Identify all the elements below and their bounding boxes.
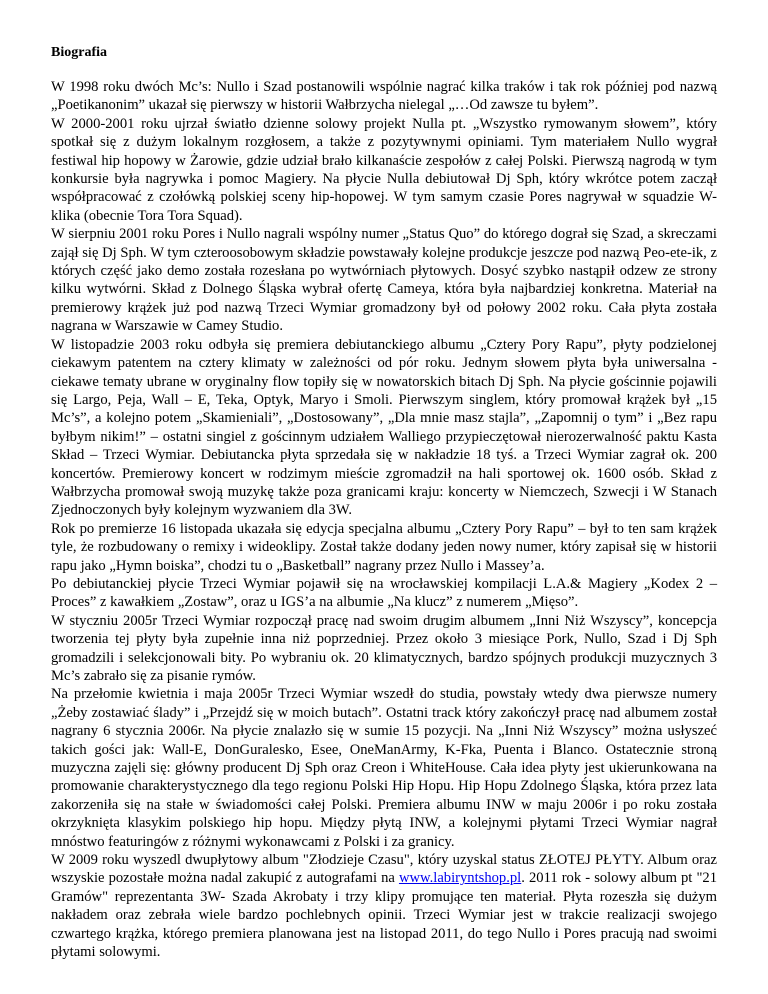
paragraph-4: W listopadzie 2003 roku odbyła się premiera debiutanckiego albumu „Cztery Pory Rapu”, płyty podzielonej ciekawym patentem na cztery klimaty w zależności od pór roku. Jednym słowem płyta była uniwersalna - ciekawe tematy ubrane w oryginalny flow topiły się w nowatorskich bitach Dj Sph. Na płycie gościnnie pojawili się Largo, Peja, Wall – E, Teka, Optyk, Maryo i Smoli. Pierwszym singlem, który promował krążek był „15 Mc’s”, a kolejno potem „Skamieniali”, „Dostosowany”, „Dla mnie masz stajla”, „Zapomnij o tym” i „Bez rapu byłbym nikim!” – ostatni singiel z gościnnym udziałem Walliego przypieczętował nierozerwalność paktu Kasta Skład – Trzeci Wymiar. Debiutancka płyta sprzedała się w nakładzie 18 tyś. a Trzeci Wymiar zagrał ok. 200 koncertów. Premierowy koncert w rodzimym mieście zgromadził na hali sportowej ok. 1600 osób. Skład z Wałbrzycha promował swoją muzykę także poza granicami kraju: koncerty w Niemczech, Szwecji i W Stanach Zjednoczonych były kolejnym wyzwaniem dla 3W. [51, 336, 717, 519]
paragraph-5: Rok po premierze 16 listopada ukazała się edycja specjalna albumu „Cztery Pory Rapu” – był to ten sam krążek tyle, że rozbudowany o remixy i wideoklipy. Został także dodany jeden nowy numer, który zapisał się w historii rapu jako „Hymn boiska”, chodzi tu o „Basketball” nagrany przez Nullo i Massey’a. [51, 520, 717, 574]
biography-text [51, 78, 717, 962]
paragraph-8: Na przełomie kwietnia i maja 2005r Trzeci Wymiar wszedł do studia, powstały wtedy dwa pierwsze numery „Żeby zostawiać ślady” i „Przejdź się w moich butach”. Ostatni track który zakończył pracę nad albumem został nagrany 6 stycznia 2006r. Na płycie znalazło się w sumie 15 pozycji. Na „Inni Niż Wszyscy” można usłyszeć takich gości jak: Wall-E, DonGuralesko, Esee, OneManArmy, K-Fka, Puenta i Blanco. Ostatecznie stroną muzyczna zajęli się: główny producent Dj Sph oraz Creon i WhiteHouse. Cała idea płyty jest ukierunkowana na promowanie charakterystycznego dla tego regionu Polski Hip Hopu. Hip Hopu Zdolnego Śląska, która przez lata zakorzeniła się na stałe w świadomości całej Polski. Premiera albumu INW w maju 2006r i po roku została okrzyknięta klasykim polskiego hip hopu. Między płytą INW, a kolejnymi płytami Trzeci Wymiar nagrał mnóstwo featuringów z różnymi wykonawcami z Polski i za granicy. [51, 686, 717, 850]
document-page [51, 44, 717, 962]
document-title: Biografia [51, 45, 107, 60]
paragraph-9 [51, 851, 717, 961]
paragraph-2: W 2000-2001 roku ujrzał światło dzienne solowy projekt Nulla pt. „Wszystko rymowanym słowem”, który spotkał się z dużym lokalnym rozgłosem, a także z pozytywnymi opiniami. Tym materiałem Nullo wygrał festiwal hip hopowy w Żarowie, gdzie udział brało kilkanaście zespołów z całej Polski. Pierwszą nagrodą w tym konkursie była nagrywka i pomoc Magiery. Na płycie Nulla debiutował Dj Sph, który wkrótce potem zaczął współpracować z czołówką polskiej sceny hip-hopowej. W tym samym czasie Pores nagrywał w squadzie W-klika (obecnie Tora Tora Squad). [51, 115, 717, 224]
paragraph-9-rest: . 2011 rok - solowy album pt "21 Gramów" reprezentanta 3W- Szada Akrobaty i trzy klipy promujące ten materiał. Płyta rozeszła się dużym nakładem oraz zebrała wiele bardzo pochlebnych opinii. Trzeci Wymiar jest w trakcie realizacji swojego czwartego krążka, którego premiera planowana jest na listopad 2011, do tego Nullo i Pores pracują nad swoimi płytami solowymi. [51, 870, 717, 961]
paragraph-1: W 1998 roku dwóch Mc’s: Nullo i Szad postanowili wspólnie nagrać kilka traków i tak rok później pod nazwą „Poetikanonim” ukazał się pierwszy w historii Wałbrzycha nielegal „…Od zawsze tu byłem”. [51, 79, 717, 114]
paragraph-7: W styczniu 2005r Trzeci Wymiar rozpoczął pracę nad swoim drugim albumem „Inni Niż Wszyscy”, koncepcja tworzenia tej płyty była zupełnie inna niż poprzedniej. Przez około 3 miesiące Pork, Nullo, Szad i Dj Sph gromadzili i selekcjonowali bity. Po wybraniu ok. 20 klimatycznych, bardzo spójnych produkcji muzycznych 3 Mc’s zabrało się za pisanie rymów. [51, 612, 717, 684]
paragraph-3: W sierpniu 2001 roku Pores i Nullo nagrali wspólny numer „Status Quo” do którego dograł się Szad, a skreczami zajął się Dj Sph. W tym czteroosobowym składzie powstawały kolejne produkcje jeszcze pod nazwą Peo-ete-ik, z których część jako demo została rozesłana po wytwórniach płytowych. Dosyć szybko nastąpił odzew ze strony kilku wytwórni. Skład z Dolnego Śląska wybrał ofertę Cameya, która była najbardziej konkretna. Materiał na premierowy krążek już pod nazwą Trzeci Wymiar gromadzony był od połowy 2002 roku. Cała płyta została nagrana w Warszawie w Camey Studio. [51, 226, 717, 335]
paragraph-9-intro: W 2009 roku wyszedl dwupłytowy album "Złodzieje Czasu", który uzyskal status ZŁOTEJ PŁYTY. Album oraz wszyskie pozostałe można nadal zakupić z autografami na [51, 852, 717, 887]
paragraph-6: Po debiutanckiej płycie Trzeci Wymiar pojawił się na wrocławskiej kompilacji L.A.& Magiery „Kodex 2 – Proces” z kawałkiem „Zostaw”, oraz u IGS’a na albumie „Na klucz” z numerem „Mięso”. [51, 575, 717, 611]
labiryntshop-link[interactable]: www.labiryntshop.pl [398, 870, 522, 887]
